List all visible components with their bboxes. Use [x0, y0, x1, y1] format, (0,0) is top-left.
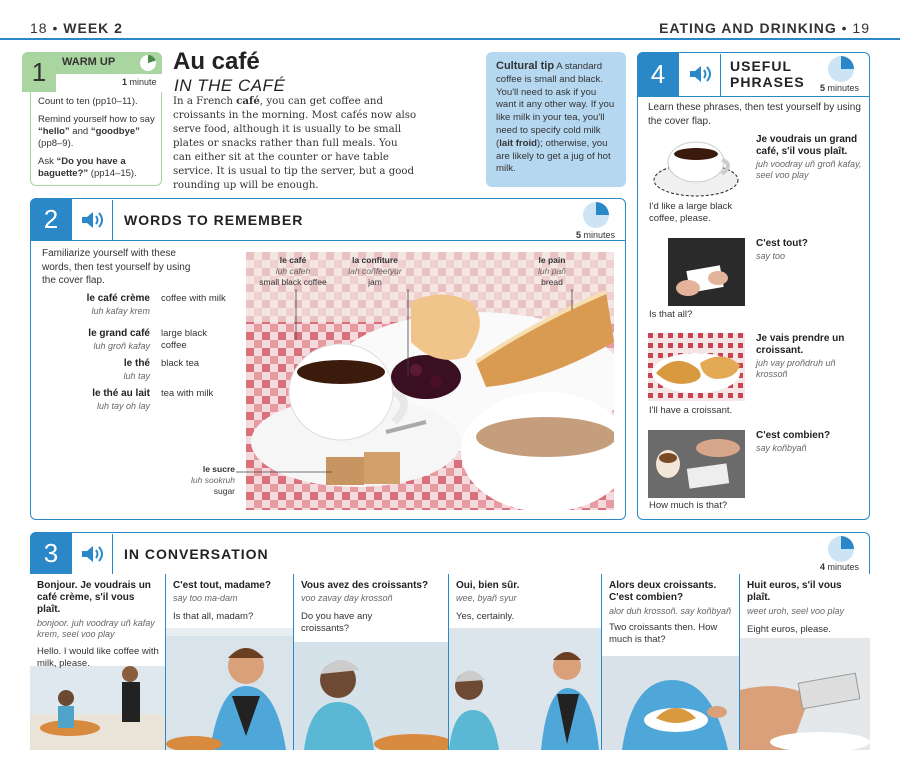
warmup-line-1: Count to ten (pp10–11).	[38, 96, 138, 107]
intro-subtitle: IN THE CAFÉ	[174, 76, 286, 95]
timer-icon	[828, 56, 854, 82]
bill-payment-photo	[648, 430, 745, 498]
cultural-tip-title: Cultural tip	[496, 60, 555, 72]
warmup-minutes: 1 minute	[122, 77, 157, 87]
cultural-tip-text: Cultural tip A standard coffee is small and black. You'll need to ask if you want it any other way. If you like milk in your tea, you'll need to specify cold milk (lait froid); otherwise, you are likely to get a jug of hot milk.	[496, 60, 615, 175]
comic-panel: Vous avez des croissants? voo zavay day krossoñ Do you have any croissants?	[294, 574, 449, 750]
words-intro: Familiarize yourself with these words, then test yourself by using the cover flap.	[42, 248, 191, 286]
words-number: 2	[30, 198, 72, 240]
conversation-title: IN CONVERSATION	[124, 546, 269, 562]
coffee-cup-photo	[648, 132, 745, 200]
speaker-icon[interactable]	[688, 63, 714, 85]
intro-paragraph: In a French café, you can get coffee and croissants in the morning. Most cafés now also serve food, although it is usually to be small plates or snacks rather than full meals. You can either sit at the counter or have table service. It is usual to tip the server, but a good rounding up will be enough.	[173, 95, 417, 191]
left-running-head: 18 • WEEK 2	[30, 20, 123, 36]
waiter-notepad-photo	[648, 238, 745, 306]
phrases-minutes: 5 minutes	[820, 83, 860, 93]
right-running-head: EATING AND DRINKING • 19	[659, 20, 870, 36]
intro-title: Au café	[173, 48, 260, 75]
phrases-number: 4	[637, 52, 679, 96]
photo-label-cafe: le café luh cafeh small black coffee	[259, 255, 327, 287]
photo-label-pain: le pain luh pañ bread	[538, 255, 566, 287]
warmup-number: 1	[22, 52, 56, 92]
comic-panel: Bonjour. Je voudrais un café crème, s'il vous plaît. bonjoor. juh voodray uñ kafay krem, seel voo play Hello. I would like coffee with milk, please.	[30, 574, 166, 750]
comic-panel: Oui, bien sûr. wee, byañ syur Yes, certainly.	[449, 574, 602, 750]
warmup-line-3: Ask “Do you have a baguette?” (pp14–15).	[38, 156, 137, 179]
timer-icon	[828, 536, 854, 562]
photo-label-confiture: la confiture lah coñfeetyur jam	[348, 255, 402, 287]
words-minutes: 5 minutes	[576, 230, 616, 240]
conversation-number: 3	[30, 532, 72, 574]
phrases-title: USEFUL PHRASES	[730, 58, 805, 90]
words-title: WORDS TO REMEMBER	[124, 212, 304, 228]
warmup-line-2: Remind yourself how to say “hello” and “goodbye” (pp8–9).	[38, 114, 155, 149]
warmup-label: WARM UP	[62, 56, 116, 68]
conversation-minutes: 4 minutes	[820, 562, 860, 572]
photo-label-sucre: le sucre luh sookruh sugar	[191, 464, 235, 496]
croissant-photo	[648, 333, 745, 401]
comic-panel: Alors deux croissants. C'est combien? alor duh krossoñ. say koñbyañ Two croissants then. How much is that?	[602, 574, 740, 750]
comic-panel: C'est tout, madame? say too ma-dam Is that all, madam?	[166, 574, 294, 750]
comic-panel: Huit euros, s'il vous plaît. weet uroh, seel voo play Eight euros, please.	[740, 574, 870, 750]
phrases-intro: Learn these phrases, then test yourself by using the cover flap.	[648, 102, 861, 127]
speaker-icon[interactable]	[80, 543, 106, 565]
